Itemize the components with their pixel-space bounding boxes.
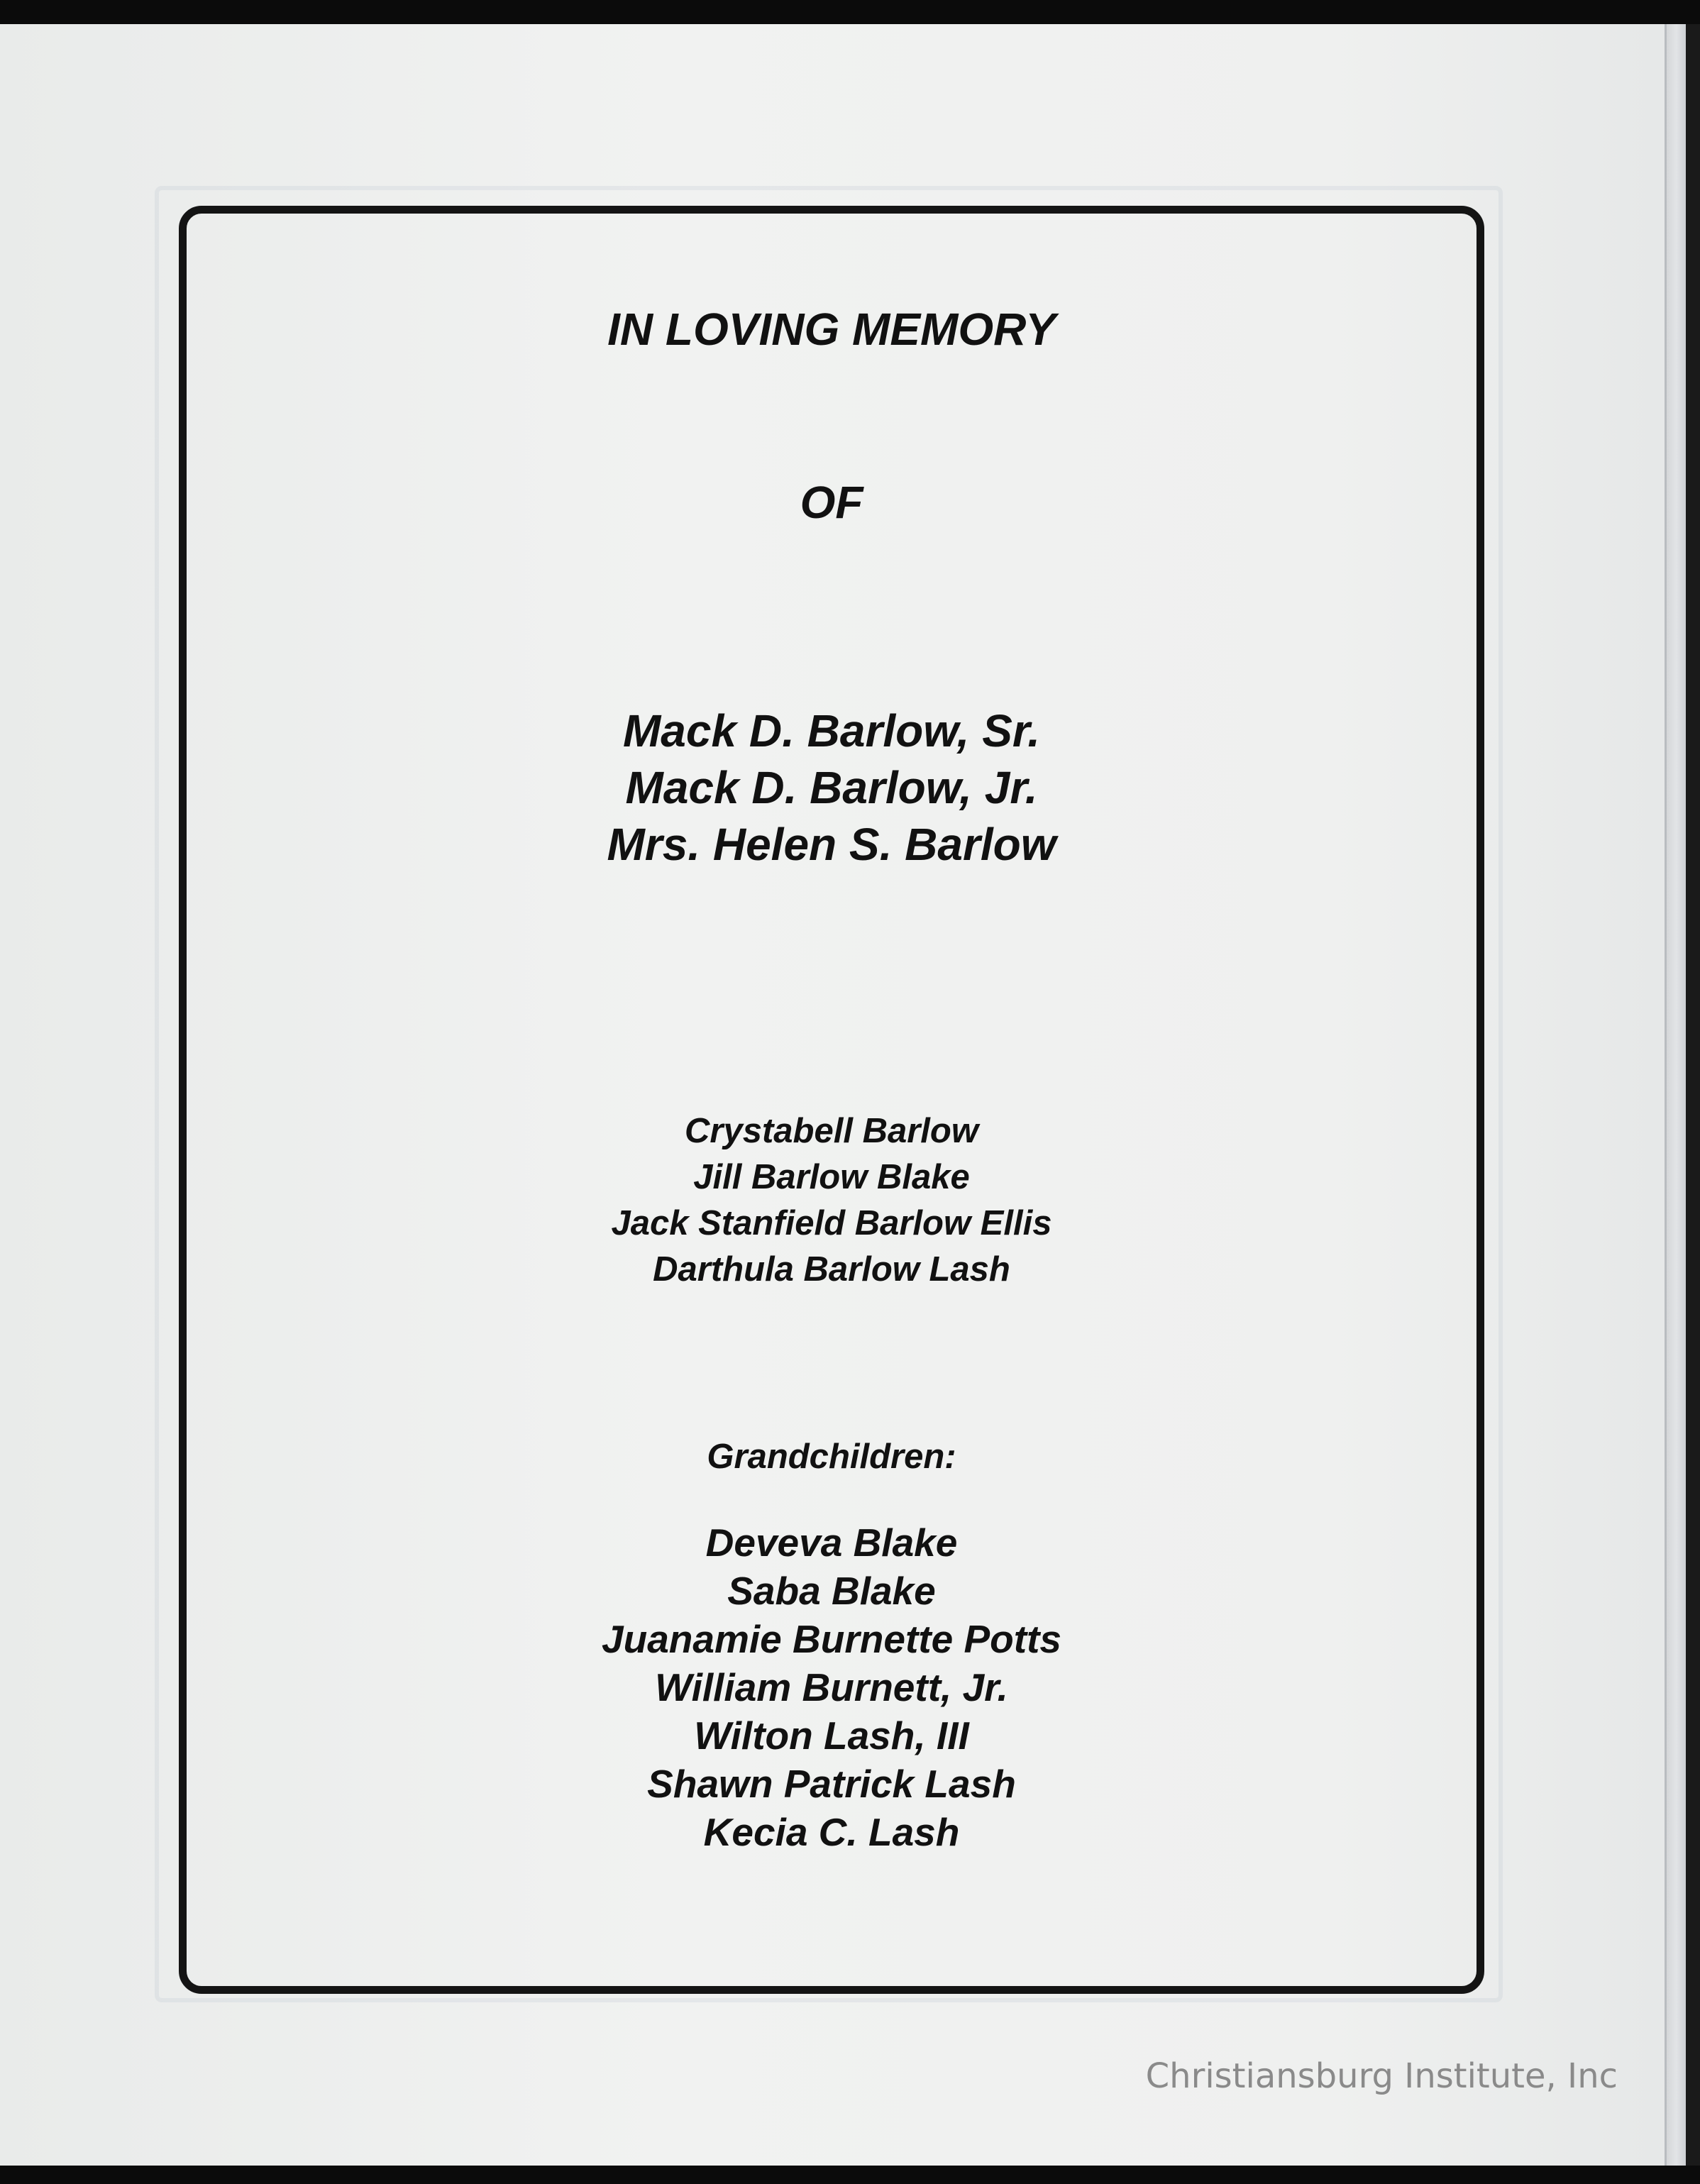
grandchildren-heading: Grandchildren: xyxy=(707,1438,956,1476)
page-edge xyxy=(1665,24,1688,2166)
archive-watermark: Christiansburg Institute, Inc xyxy=(1145,2056,1618,2096)
memorial-of: OF xyxy=(800,477,863,528)
grandchild-name: Saba Blake xyxy=(727,1569,936,1613)
honoree-name: Mrs. Helen S. Barlow xyxy=(607,819,1056,870)
child-name: Jack Stanfield Barlow Ellis xyxy=(611,1204,1052,1242)
child-name: Crystabell Barlow xyxy=(685,1112,978,1150)
grandchild-name: Shawn Patrick Lash xyxy=(647,1762,1016,1806)
honorees-list xyxy=(179,702,1484,873)
grandchild-name: Deveva Blake xyxy=(705,1521,958,1565)
honoree-name: Mack D. Barlow, Sr. xyxy=(622,705,1041,756)
grandchildren-list xyxy=(179,1518,1484,1856)
children-list xyxy=(179,1108,1484,1293)
memorial-title: IN LOVING MEMORY xyxy=(607,304,1056,355)
scanner-background xyxy=(1686,24,1700,2166)
grandchild-name: Wilton Lash, III xyxy=(694,1714,969,1758)
grandchild-name: Kecia C. Lash xyxy=(703,1810,960,1854)
child-name: Jill Barlow Blake xyxy=(693,1158,970,1196)
grandchild-name: William Burnett, Jr. xyxy=(655,1665,1008,1709)
child-name: Darthula Barlow Lash xyxy=(653,1250,1010,1289)
grandchild-name: Juanamie Burnette Potts xyxy=(602,1617,1061,1661)
honoree-name: Mack D. Barlow, Jr. xyxy=(625,762,1038,813)
